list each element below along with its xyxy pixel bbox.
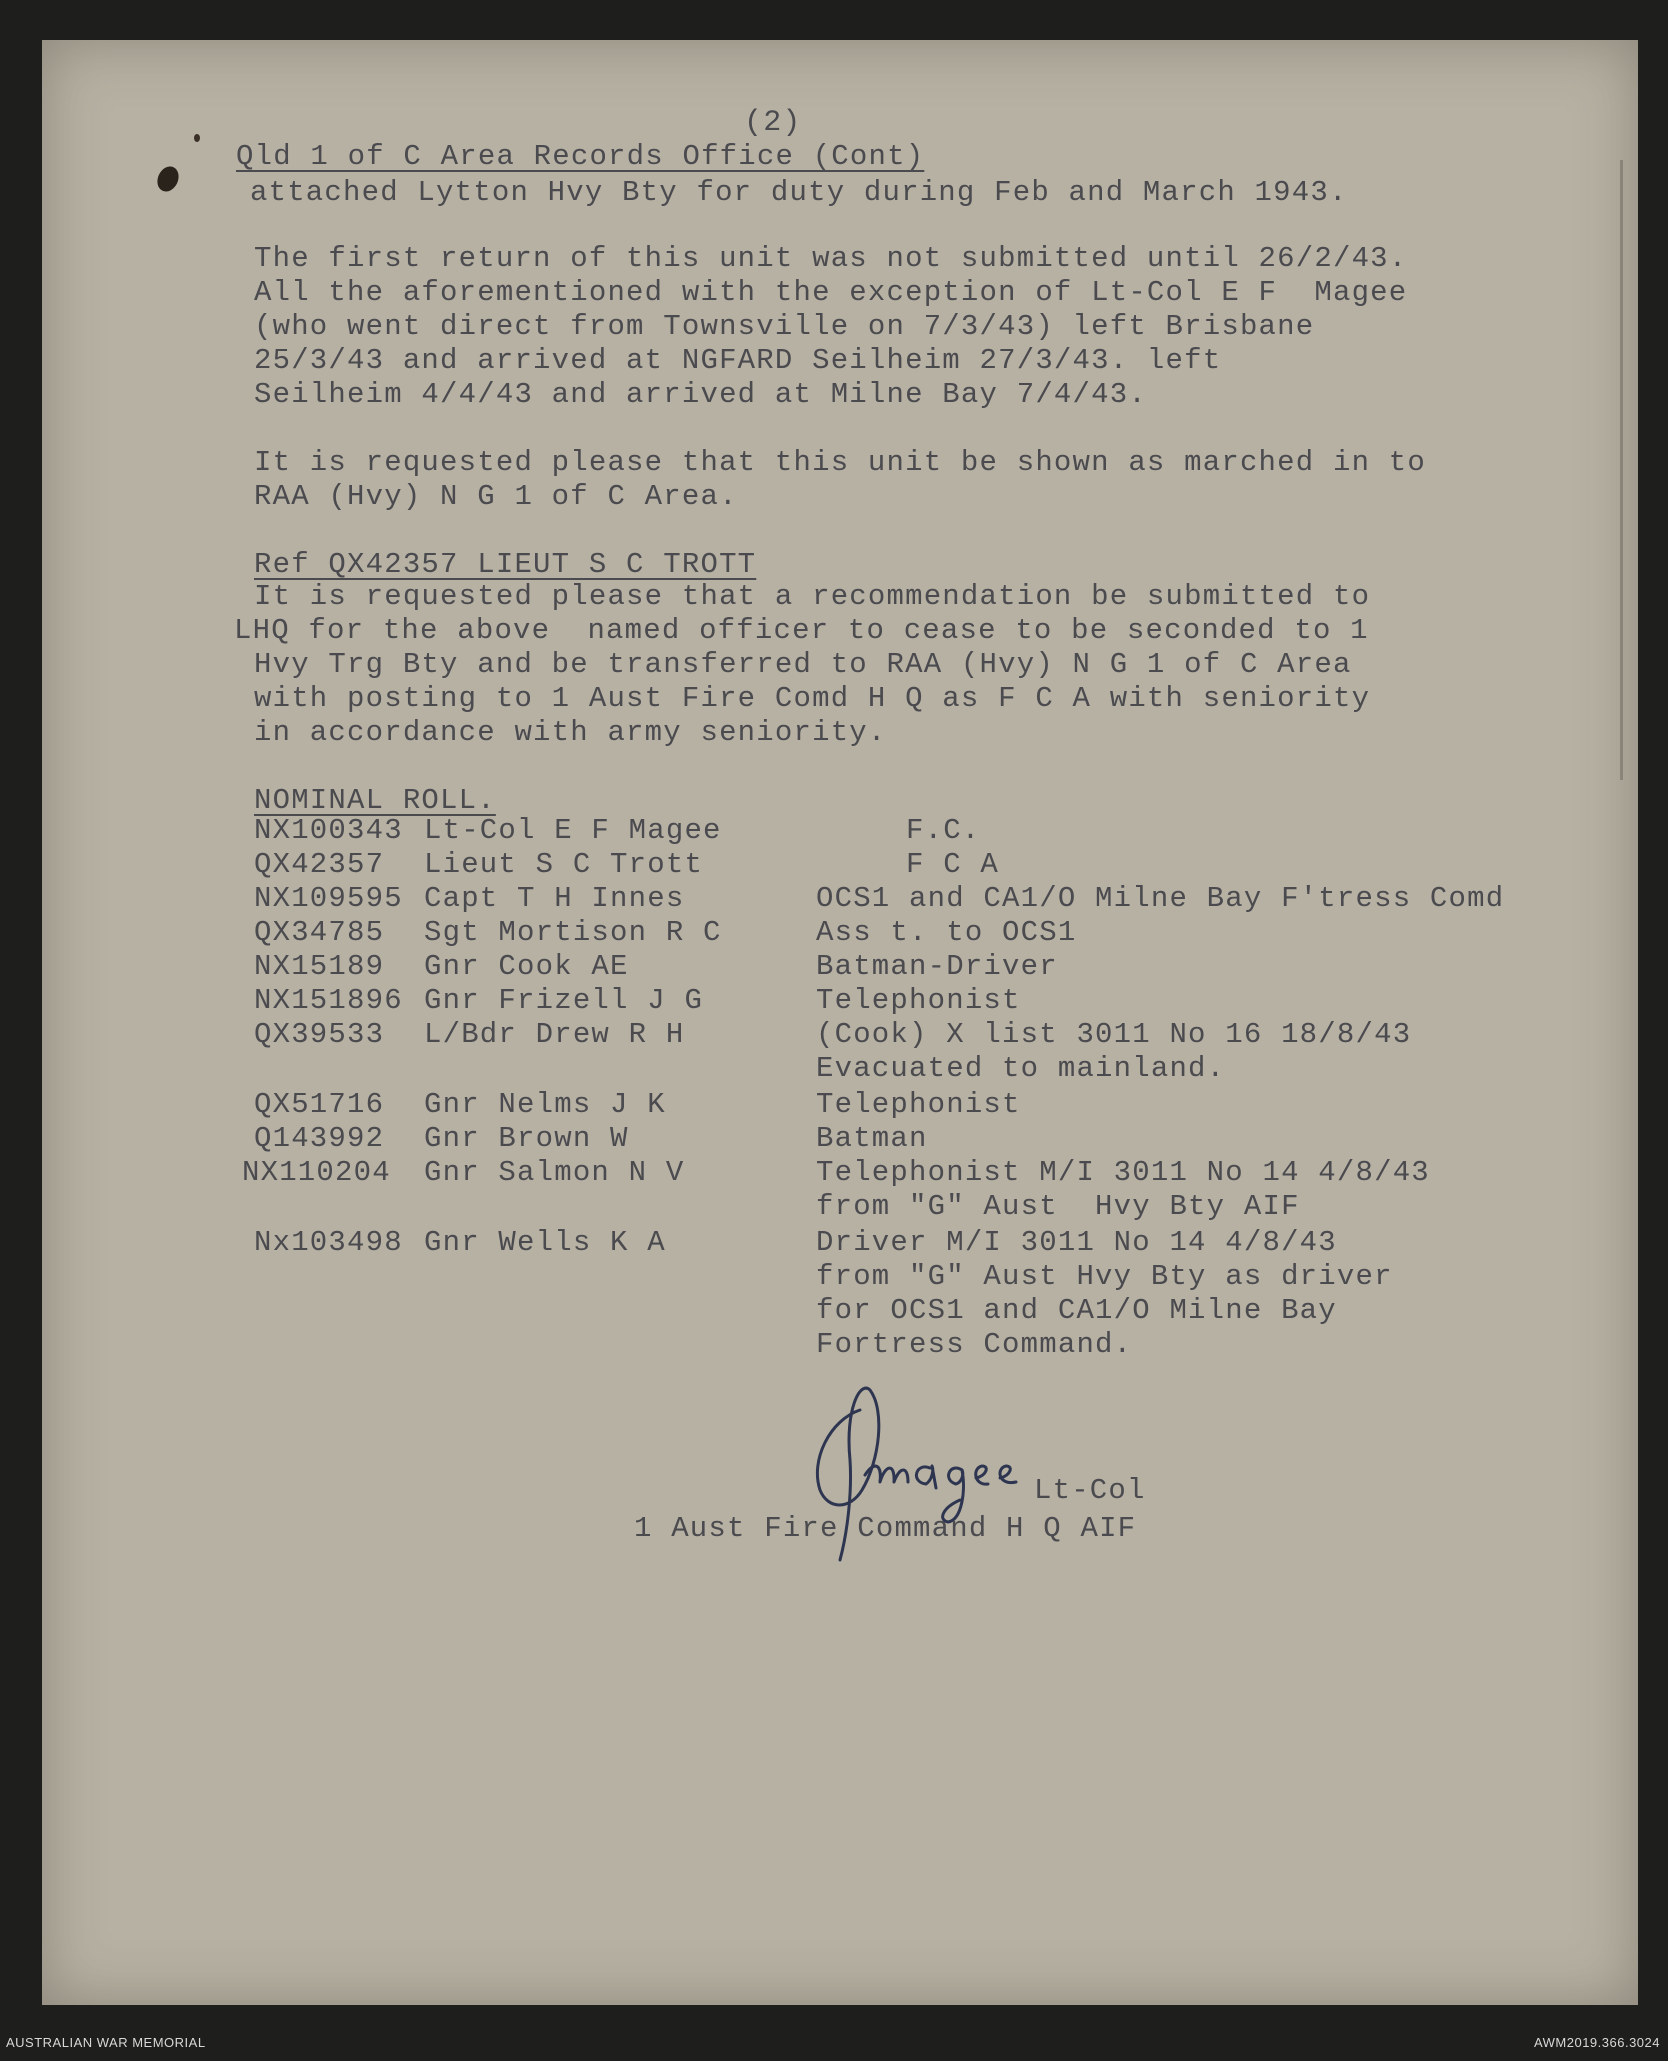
member-remark: Telephonist (816, 1088, 1021, 1121)
member-remark: Telephonist (816, 984, 1021, 1017)
paragraph-line: LHQ for the above named officer to cease to be seconded to 1 (234, 614, 1369, 647)
service-number: NX15189 (254, 950, 385, 983)
member-remark: Fortress Command. (816, 1328, 1133, 1361)
page-number: (2) (744, 106, 802, 140)
member-remark: from "G" Aust Hvy Bty AIF (816, 1190, 1300, 1223)
member-remark: OCS1 and CA1/O Milne Bay F'tress Comd (816, 882, 1505, 915)
footer-accession-number: AWM2019.366.3024 (1533, 2035, 1660, 2050)
paper-fold (1620, 160, 1623, 780)
member-remark: Batman (816, 1122, 928, 1155)
paragraph-line: It is requested please that a recommendation be submitted to (254, 580, 1371, 613)
member-name: Gnr Nelms J K (424, 1088, 666, 1121)
member-name: Sgt Mortison R C (424, 916, 722, 949)
paragraph-line: in accordance with army seniority. (254, 716, 887, 749)
ink-speck (194, 134, 200, 142)
service-number: QX42357 (254, 848, 385, 881)
signatory-unit: 1 Aust Fire Command H Q AIF (634, 1512, 1137, 1545)
paragraph-line: All the aforementioned with the exception of Lt-Col E F Magee (254, 276, 1408, 309)
member-remark: F.C. (906, 814, 981, 847)
member-remark: F C A (906, 848, 1000, 881)
member-remark: from "G" Aust Hvy Bty as driver (816, 1260, 1393, 1293)
paragraph-line: Seilheim 4/4/43 and arrived at Milne Bay 7/4/43. (254, 378, 1147, 411)
member-name: Lieut S C Trott (424, 848, 704, 881)
member-name: Gnr Cook AE (424, 950, 629, 983)
paragraph-line: with posting to 1 Aust Fire Comd H Q as F C A with seniority (254, 682, 1371, 715)
text-line: attached Lytton Hvy Bty for duty during Feb and March 1943. (250, 176, 1348, 209)
signatory-rank: Lt-Col (1034, 1474, 1146, 1507)
footer-archive-name: AUSTRALIAN WAR MEMORIAL (6, 2035, 206, 2050)
member-remark: for OCS1 and CA1/O Milne Bay (816, 1294, 1337, 1327)
paragraph-line: It is requested please that this unit be shown as marched in to (254, 446, 1426, 479)
paragraph-line: 25/3/43 and arrived at NGFARD Seilheim 27/3/43. left (254, 344, 1222, 377)
service-number: NX100343 (254, 814, 403, 847)
service-number: NX151896 (254, 984, 403, 1017)
paragraph-line: Hvy Trg Bty and be transferred to RAA (Hvy) N G 1 of C Area (254, 648, 1352, 681)
ref-heading: Ref QX42357 LIEUT S C TROTT (254, 548, 757, 581)
member-remark: (Cook) X list 3011 No 16 18/8/43 (816, 1018, 1412, 1051)
heading: Qld 1 of C Area Records Office (Cont) (236, 140, 925, 173)
member-remark: Evacuated to mainland. (816, 1052, 1226, 1085)
nominal-roll-title: NOMINAL ROLL. (254, 784, 496, 817)
service-number: QX39533 (254, 1018, 385, 1051)
member-remark: Driver M/I 3011 No 14 4/8/43 (816, 1226, 1337, 1259)
paragraph-line: The first return of this unit was not submitted until 26/2/43. (254, 242, 1408, 275)
service-number: NX109595 (254, 882, 403, 915)
paragraph-line: (who went direct from Townsville on 7/3/43) left Brisbane (254, 310, 1315, 343)
service-number: QX51716 (254, 1088, 385, 1121)
service-number: NX110204 (242, 1156, 391, 1189)
service-number: QX34785 (254, 916, 385, 949)
member-name: Gnr Wells K A (424, 1226, 666, 1259)
service-number: Q143992 (254, 1122, 385, 1155)
service-number: Nx103498 (254, 1226, 403, 1259)
member-remark: Telephonist M/I 3011 No 14 4/8/43 (816, 1156, 1430, 1189)
paragraph-line: RAA (Hvy) N G 1 of C Area. (254, 480, 738, 513)
member-name: L/Bdr Drew R H (424, 1018, 685, 1051)
member-name: Gnr Brown W (424, 1122, 629, 1155)
member-name: Gnr Salmon N V (424, 1156, 685, 1189)
member-name: Gnr Frizell J G (424, 984, 704, 1017)
member-remark: Ass t. to OCS1 (816, 916, 1077, 949)
member-remark: Batman-Driver (816, 950, 1058, 983)
member-name: Capt T H Innes (424, 882, 685, 915)
member-name: Lt-Col E F Magee (424, 814, 722, 847)
